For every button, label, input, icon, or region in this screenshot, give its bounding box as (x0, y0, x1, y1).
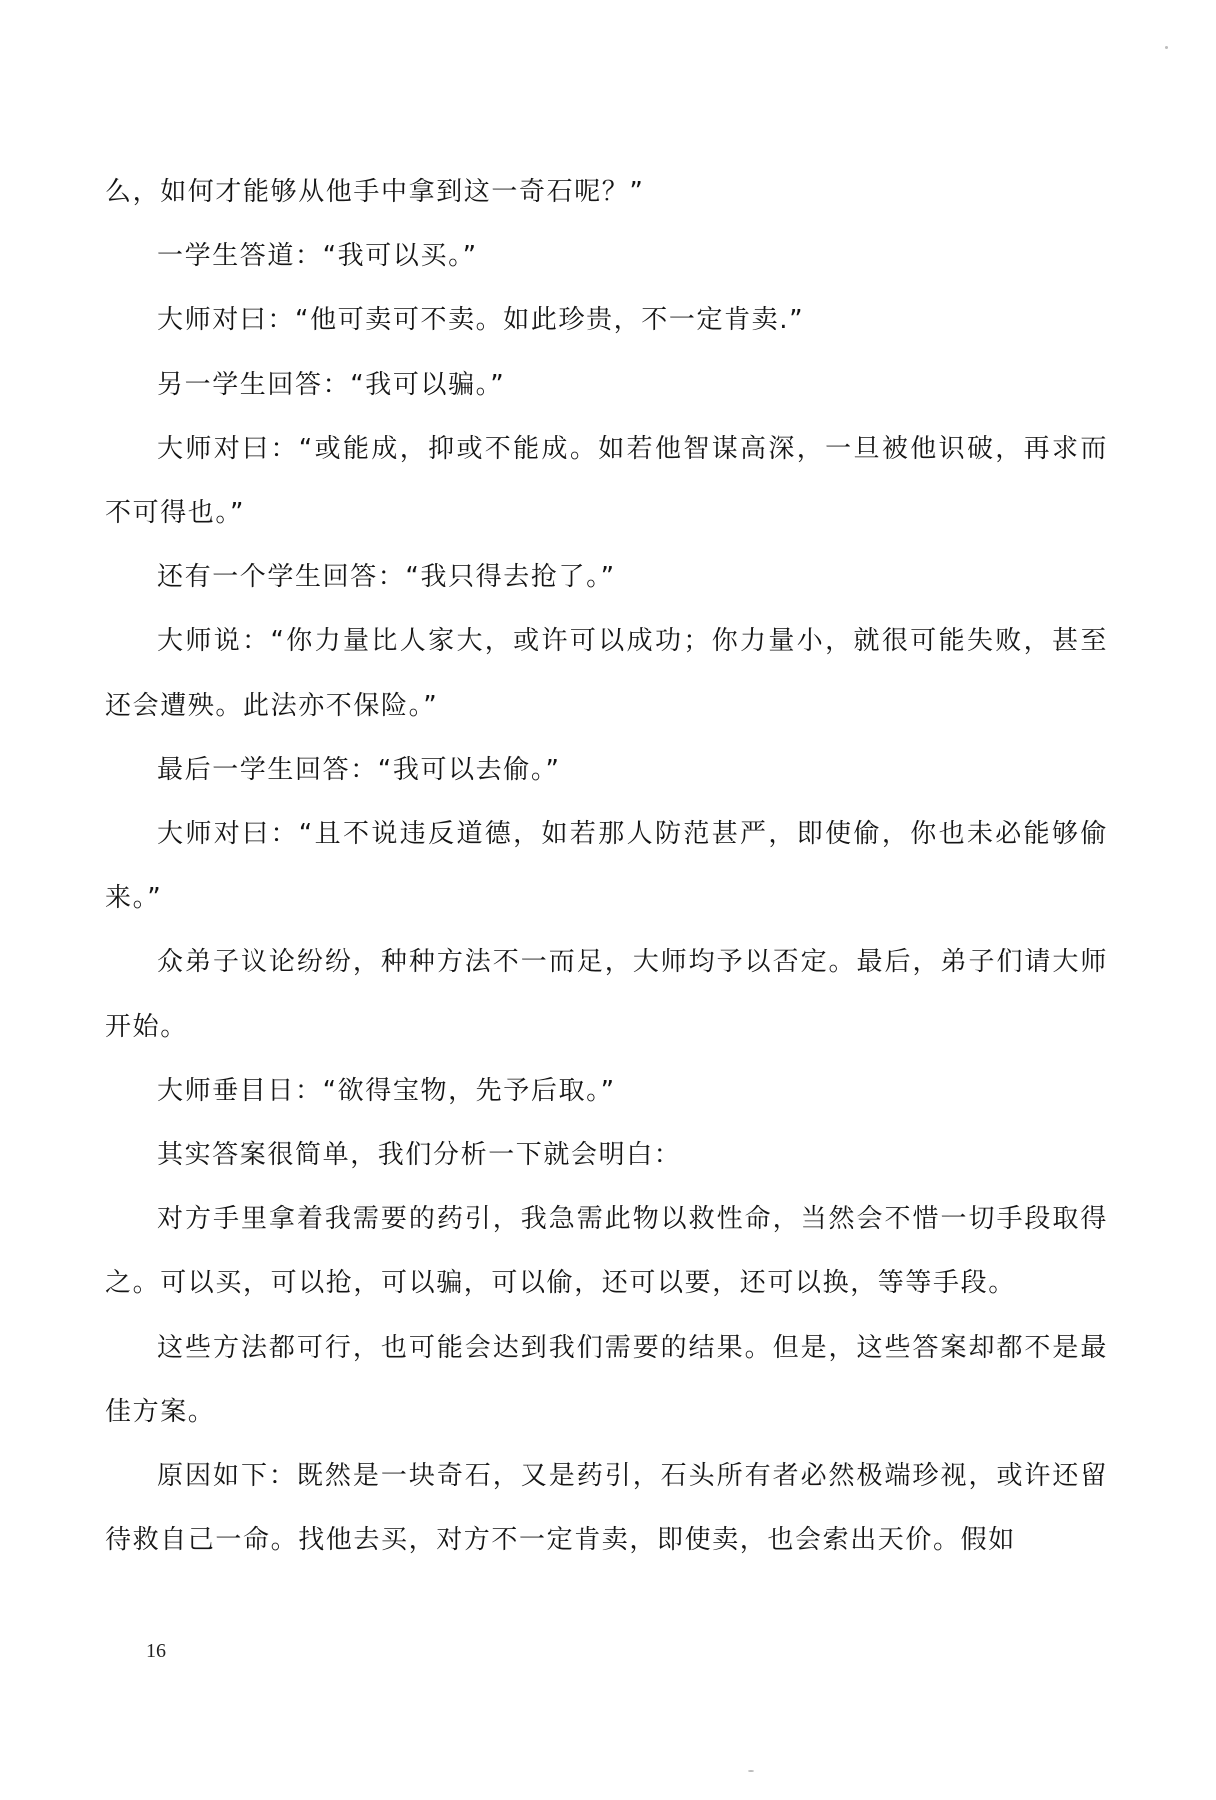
paragraph-5: 大师对曰：“或能成，抑或不能成。如若他智谋高深，一旦被他识破，再求而不可得也。” (105, 433, 1108, 529)
paragraph-2: 一学生答道：“我可以买。” (157, 241, 478, 272)
paragraph-14: 这些方法都可行，也可能会达到我们需要的结果。但是，这些答案却都不是最佳方案。 (105, 1332, 1108, 1427)
paragraph-7: 大师说：“你力量比人家大，或许可以成功；你力量小，就很可能失败，甚至还会遭殃。此法亦不保险。” (105, 626, 1108, 721)
paragraph-10: 众弟子议论纷纷，种种方法不一而足，大师均予以否定。最后，弟子们请大师开始。 (105, 947, 1108, 1042)
paragraph-15: 原因如下：既然是一块奇石，又是药引，石头所有者必然极端珍视，或许还留待救自己一命。找他去买，对方不一定肯卖，即使卖，也会索出天价。假如 (105, 1461, 1108, 1556)
scan-speck (748, 1770, 754, 1772)
paragraph-8: 最后一学生回答：“我可以去偷。” (157, 754, 561, 785)
body-text (105, 160, 1108, 1572)
paragraph-6: 还有一个学生回答：“我只得去抢了。” (157, 562, 616, 593)
page-number: 16 (146, 1640, 166, 1662)
paragraph-3: 大师对曰：“他可卖可不卖。如此珍贵，不一定肯卖.” (157, 305, 805, 336)
paragraph-4: 另一学生回答：“我可以骗。” (157, 369, 506, 400)
paragraph-9: 大师对曰：“且不说违反道德，如若那人防范甚严，即使偷，你也未必能够偷来。” (105, 819, 1108, 914)
paragraph-1: 么，如何才能够从他手中拿到这一奇石呢？” (105, 177, 645, 207)
scan-speck (1165, 46, 1168, 49)
paragraph-12: 其实答案很简单，我们分析一下就会明白： (157, 1140, 682, 1171)
paragraph-11: 大师垂目日：“欲得宝物，先予后取。” (157, 1075, 616, 1106)
paragraph-13: 对方手里拿着我需要的药引，我急需此物以救性命，当然会不惜一切手段取得之。可以买，可以抢，可以骗，可以偷，还可以要，还可以换，等等手段。 (105, 1204, 1108, 1299)
